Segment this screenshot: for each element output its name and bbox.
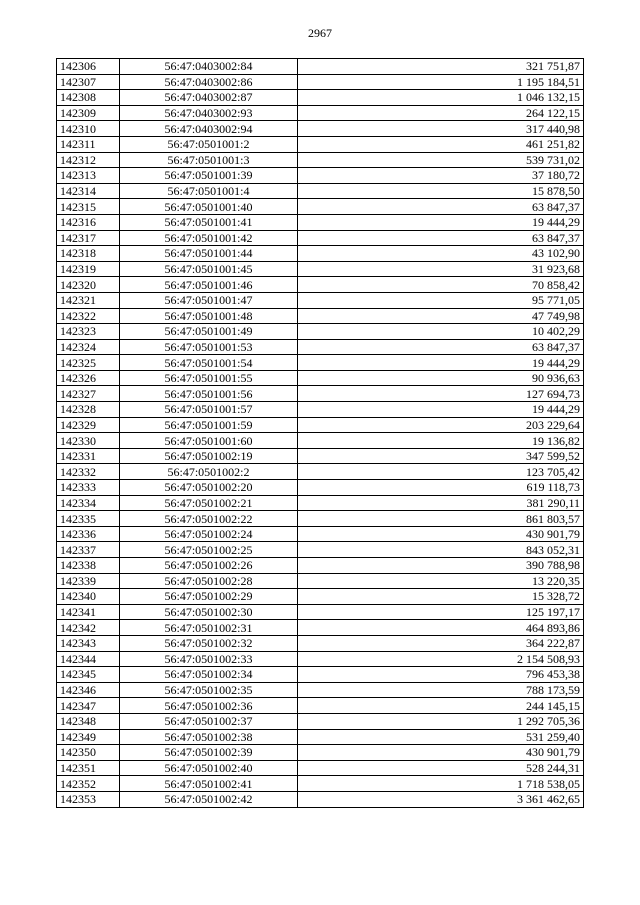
cadastral-number-cell: 56:47:0501002:32 [120,635,298,651]
cadastral-number-cell: 56:47:0501002:41 [120,776,298,792]
row-number-cell: 142344 [57,651,120,667]
cadastral-value-cell: 347 599,52 [298,448,584,464]
cadastral-number-cell: 56:47:0501001:49 [120,324,298,340]
table-row [57,651,584,667]
cadastral-number-cell: 56:47:0501002:35 [120,682,298,698]
cadastral-number-cell: 56:47:0501002:25 [120,542,298,558]
cadastral-value-cell: 619 118,73 [298,480,584,496]
table-row [57,542,584,558]
cadastral-value-cell: 528 244,31 [298,760,584,776]
cadastral-value-cell: 123 705,42 [298,464,584,480]
cadastral-value-cell: 461 251,82 [298,136,584,152]
row-number-cell: 142310 [57,121,120,137]
cadastral-number-cell: 56:47:0501002:21 [120,495,298,511]
table-row [57,526,584,542]
row-number-cell: 142331 [57,448,120,464]
cadastral-number-cell: 56:47:0501002:24 [120,526,298,542]
row-number-cell: 142312 [57,152,120,168]
table-row [57,261,584,277]
table-row [57,667,584,683]
cadastral-number-cell: 56:47:0501001:53 [120,339,298,355]
table-row [57,682,584,698]
cadastral-number-cell: 56:47:0501002:34 [120,667,298,683]
cadastral-number-cell: 56:47:0403002:87 [120,90,298,106]
cadastral-number-cell: 56:47:0501002:36 [120,698,298,714]
row-number-cell: 142323 [57,324,120,340]
cadastral-number-cell: 56:47:0501001:60 [120,433,298,449]
table-row [57,214,584,230]
cadastral-value-cell: 31 923,68 [298,261,584,277]
cadastral-number-cell: 56:47:0403002:94 [120,121,298,137]
cadastral-number-cell: 56:47:0501001:42 [120,230,298,246]
cadastral-number-cell: 56:47:0501002:28 [120,573,298,589]
cadastral-value-cell: 1 195 184,51 [298,74,584,90]
cadastral-value-cell: 127 694,73 [298,386,584,402]
table-row [57,745,584,761]
row-number-cell: 142352 [57,776,120,792]
cadastral-number-cell: 56:47:0501002:38 [120,729,298,745]
table-row [57,433,584,449]
cadastral-number-cell: 56:47:0501001:40 [120,199,298,215]
table-row [57,74,584,90]
cadastral-number-cell: 56:47:0501001:54 [120,355,298,371]
cadastral-number-cell: 56:47:0403002:86 [120,74,298,90]
table-row [57,480,584,496]
table-row [57,152,584,168]
table-row [57,308,584,324]
table-row [57,136,584,152]
cadastral-value-cell: 43 102,90 [298,246,584,262]
cadastral-value-cell: 63 847,37 [298,199,584,215]
row-number-cell: 142337 [57,542,120,558]
table-row [57,791,584,807]
table-row [57,464,584,480]
row-number-cell: 142319 [57,261,120,277]
row-number-cell: 142318 [57,246,120,262]
cadastral-number-cell: 56:47:0501002:39 [120,745,298,761]
row-number-cell: 142306 [57,59,120,75]
row-number-cell: 142328 [57,402,120,418]
row-number-cell: 142322 [57,308,120,324]
cadastral-value-cell: 47 749,98 [298,308,584,324]
cadastral-number-cell: 56:47:0501001:45 [120,261,298,277]
row-number-cell: 142332 [57,464,120,480]
table-row [57,105,584,121]
row-number-cell: 142326 [57,370,120,386]
cadastral-number-cell: 56:47:0501001:4 [120,183,298,199]
table-row [57,402,584,418]
table-row [57,168,584,184]
cadastral-number-cell: 56:47:0501002:42 [120,791,298,807]
cadastral-value-cell: 1 718 538,05 [298,776,584,792]
row-number-cell: 142324 [57,339,120,355]
cadastral-value-cell: 19 444,29 [298,402,584,418]
cadastral-value-cell: 95 771,05 [298,292,584,308]
cadastral-number-cell: 56:47:0501001:44 [120,246,298,262]
cadastral-value-table [56,58,584,808]
table-row [57,339,584,355]
cadastral-value-cell: 13 220,35 [298,573,584,589]
table-row [57,199,584,215]
table-row [57,59,584,75]
cadastral-number-cell: 56:47:0501002:31 [120,620,298,636]
cadastral-number-cell: 56:47:0501001:55 [120,370,298,386]
row-number-cell: 142320 [57,277,120,293]
cadastral-number-cell: 56:47:0501001:39 [120,168,298,184]
row-number-cell: 142347 [57,698,120,714]
row-number-cell: 142307 [57,74,120,90]
cadastral-number-cell: 56:47:0501001:3 [120,152,298,168]
table-row [57,698,584,714]
cadastral-value-cell: 364 222,87 [298,635,584,651]
row-number-cell: 142330 [57,433,120,449]
row-number-cell: 142317 [57,230,120,246]
table-row [57,121,584,137]
cadastral-number-cell: 56:47:0501001:46 [120,277,298,293]
cadastral-number-cell: 56:47:0501002:20 [120,480,298,496]
cadastral-number-cell: 56:47:0501001:56 [120,386,298,402]
table-row [57,760,584,776]
row-number-cell: 142348 [57,713,120,729]
cadastral-value-cell: 430 901,79 [298,745,584,761]
table-row [57,90,584,106]
row-number-cell: 142346 [57,682,120,698]
row-number-cell: 142349 [57,729,120,745]
table-row [57,589,584,605]
cadastral-value-cell: 19 444,29 [298,214,584,230]
row-number-cell: 142309 [57,105,120,121]
cadastral-number-cell: 56:47:0501001:47 [120,292,298,308]
row-number-cell: 142342 [57,620,120,636]
row-number-cell: 142327 [57,386,120,402]
row-number-cell: 142335 [57,511,120,527]
cadastral-value-cell: 390 788,98 [298,558,584,574]
page-number: 2967 [308,26,332,40]
cadastral-number-cell: 56:47:0501002:19 [120,448,298,464]
row-number-cell: 142321 [57,292,120,308]
cadastral-number-cell: 56:47:0501002:40 [120,760,298,776]
table-row [57,729,584,745]
table-row [57,183,584,199]
cadastral-number-cell: 56:47:0501001:2 [120,136,298,152]
table-row [57,448,584,464]
cadastral-value-cell: 125 197,17 [298,604,584,620]
cadastral-value-cell: 70 858,42 [298,277,584,293]
table-row [57,776,584,792]
cadastral-value-cell: 19 136,82 [298,433,584,449]
row-number-cell: 142325 [57,355,120,371]
row-number-cell: 142308 [57,90,120,106]
cadastral-value-cell: 15 328,72 [298,589,584,605]
cadastral-number-cell: 56:47:0501002:26 [120,558,298,574]
cadastral-number-cell: 56:47:0403002:84 [120,59,298,75]
cadastral-value-cell: 321 751,87 [298,59,584,75]
row-number-cell: 142333 [57,480,120,496]
row-number-cell: 142329 [57,417,120,433]
table-row [57,370,584,386]
row-number-cell: 142343 [57,635,120,651]
row-number-cell: 142314 [57,183,120,199]
cadastral-value-cell: 63 847,37 [298,339,584,355]
table-row [57,604,584,620]
table-row [57,355,584,371]
table-row [57,230,584,246]
cadastral-value-cell: 539 731,02 [298,152,584,168]
row-number-cell: 142339 [57,573,120,589]
cadastral-value-cell: 10 402,29 [298,324,584,340]
cadastral-number-cell: 56:47:0501001:59 [120,417,298,433]
row-number-cell: 142315 [57,199,120,215]
cadastral-number-cell: 56:47:0501002:37 [120,713,298,729]
table-row [57,417,584,433]
cadastral-number-cell: 56:47:0501002:30 [120,604,298,620]
table-row [57,635,584,651]
cadastral-number-cell: 56:47:0501001:57 [120,402,298,418]
cadastral-value-cell: 317 440,98 [298,121,584,137]
cadastral-number-cell: 56:47:0501002:29 [120,589,298,605]
table-row [57,292,584,308]
cadastral-value-cell: 796 453,38 [298,667,584,683]
table-row [57,511,584,527]
cadastral-number-cell: 56:47:0501002:33 [120,651,298,667]
cadastral-number-cell: 56:47:0501002:2 [120,464,298,480]
cadastral-value-cell: 19 444,29 [298,355,584,371]
cadastral-value-cell: 788 173,59 [298,682,584,698]
cadastral-value-cell: 15 878,50 [298,183,584,199]
table-row [57,573,584,589]
cadastral-number-cell: 56:47:0403002:93 [120,105,298,121]
table-row [57,620,584,636]
table-row [57,324,584,340]
table-row [57,246,584,262]
row-number-cell: 142336 [57,526,120,542]
cadastral-value-cell: 430 901,79 [298,526,584,542]
cadastral-value-cell: 264 122,15 [298,105,584,121]
table-body [57,59,584,808]
cadastral-value-cell: 861 803,57 [298,511,584,527]
table-row [57,558,584,574]
row-number-cell: 142353 [57,791,120,807]
cadastral-number-cell: 56:47:0501002:22 [120,511,298,527]
row-number-cell: 142350 [57,745,120,761]
row-number-cell: 142316 [57,214,120,230]
cadastral-value-cell: 1 292 705,36 [298,713,584,729]
row-number-cell: 142338 [57,558,120,574]
cadastral-value-cell: 531 259,40 [298,729,584,745]
cadastral-number-cell: 56:47:0501001:41 [120,214,298,230]
cadastral-value-cell: 90 936,63 [298,370,584,386]
row-number-cell: 142313 [57,168,120,184]
table-row [57,713,584,729]
cadastral-value-cell: 464 893,86 [298,620,584,636]
cadastral-value-cell: 2 154 508,93 [298,651,584,667]
table-row [57,277,584,293]
row-number-cell: 142351 [57,760,120,776]
table-row [57,386,584,402]
row-number-cell: 142311 [57,136,120,152]
cadastral-value-cell: 37 180,72 [298,168,584,184]
cadastral-value-cell: 244 145,15 [298,698,584,714]
row-number-cell: 142345 [57,667,120,683]
row-number-cell: 142334 [57,495,120,511]
cadastral-value-cell: 3 361 462,65 [298,791,584,807]
cadastral-number-cell: 56:47:0501001:48 [120,308,298,324]
cadastral-value-cell: 203 229,64 [298,417,584,433]
cadastral-value-cell: 63 847,37 [298,230,584,246]
row-number-cell: 142340 [57,589,120,605]
row-number-cell: 142341 [57,604,120,620]
cadastral-value-cell: 1 046 132,15 [298,90,584,106]
table-row [57,495,584,511]
cadastral-value-cell: 843 052,31 [298,542,584,558]
cadastral-value-cell: 381 290,11 [298,495,584,511]
